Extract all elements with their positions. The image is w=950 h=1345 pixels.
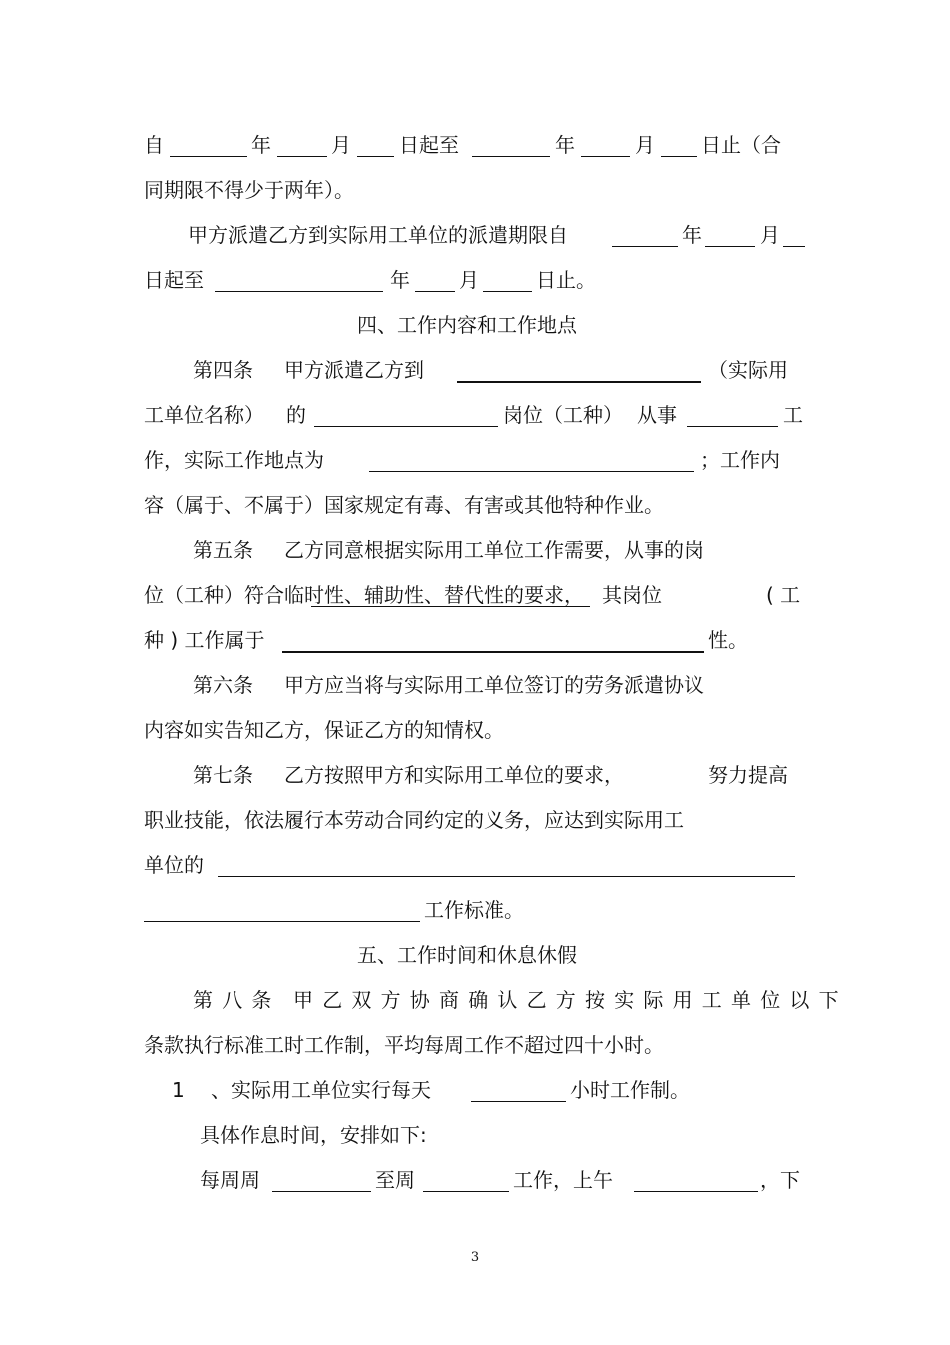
text-line [0,805,950,835]
text-segment: 性。 [708,628,748,652]
text-segment: 月 [331,133,351,157]
text-segment: 日止。 [536,268,596,292]
text-line [0,760,950,790]
text-segment: 努力提高 [708,763,788,787]
text-segment: 日起至 [144,268,204,292]
text-segment: 岗位（工种） [503,403,623,427]
text-segment: 每周周 [200,1168,260,1192]
fill-in-blank[interactable] [423,1191,509,1192]
text-segment: 甲方派遣乙方到 [284,358,424,382]
text-segment: 从事 [637,403,677,427]
text-segment: 年 [390,268,410,292]
fill-in-blank[interactable] [357,156,394,157]
text-segment: 自 [144,133,164,157]
fill-in-blank[interactable] [415,291,455,292]
text-line [0,400,950,430]
fill-in-blank[interactable] [634,1191,758,1192]
text-segment: 单位的 [144,853,204,877]
fill-in-blank[interactable] [314,426,498,427]
text-line [0,355,950,385]
text-segment: 内容如实告知乙方，保证乙方的知情权。 [144,718,504,742]
text-segment: 工 [783,403,803,427]
fill-in-blank[interactable] [311,606,590,607]
text-line [0,310,950,340]
text-line [0,175,950,205]
text-segment: 甲方应当将与实际用工单位签订的劳务派遣协议 [284,673,704,697]
text-segment: 五、工作时间和休息休假 [357,943,577,967]
fill-in-blank[interactable] [369,471,694,472]
fill-in-blank[interactable] [705,246,755,247]
text-segment: 日起至 [399,133,459,157]
fill-in-blank[interactable] [661,156,697,157]
text-segment: 第六条 [193,673,253,697]
fill-in-blank[interactable] [144,921,420,922]
text-line [0,130,950,160]
text-line [0,1120,950,1150]
text-segment: 具体作息时间，安排如下: [200,1123,427,1147]
text-segment: 1 [172,1078,185,1102]
text-line [0,940,950,970]
text-line [0,220,950,250]
fill-in-blank[interactable] [215,291,383,292]
text-line [0,1165,950,1195]
text-segment: 同期限不得少于两年）。 [144,178,354,202]
text-segment: 工作，上午 [513,1168,613,1192]
text-segment: 位（工种）符合临时性、辅助性、替代性的要求， [144,583,584,607]
fill-in-blank[interactable] [472,156,550,157]
text-segment: 第七条 [193,763,253,787]
text-segment: 小时工作制。 [570,1078,690,1102]
text-line [0,580,950,610]
text-line [0,850,950,880]
text-segment: 四、工作内容和工作地点 [357,313,577,337]
text-segment: 第八条 [193,988,281,1012]
text-line [0,715,950,745]
fill-in-blank[interactable] [272,1191,371,1192]
fill-in-blank[interactable] [277,156,327,157]
text-segment: ，下 [760,1168,800,1192]
fill-in-blank[interactable] [687,426,778,427]
text-segment: 容（属于、不属于）国家规定有毒、有害或其他特种作业。 [144,493,664,517]
text-segment: 种 ) 工作属于 [144,628,265,652]
text-line [0,1075,950,1105]
text-segment: 第四条 [193,358,253,382]
text-segment: 、实际用工单位实行每天 [211,1078,431,1102]
text-segment: 职业技能，依法履行本劳动合同约定的义务，应达到实际用工 [144,808,684,832]
text-segment: 的 [286,403,306,427]
text-line [0,265,950,295]
fill-in-blank[interactable] [170,156,247,157]
text-line [0,445,950,475]
fill-in-blank[interactable] [783,246,805,247]
text-segment: 月 [459,268,479,292]
fill-in-blank[interactable] [471,1101,566,1102]
text-segment: 日止（合 [701,133,781,157]
text-line [0,535,950,565]
fill-in-blank[interactable] [483,291,532,292]
text-line [0,895,950,925]
text-line [0,625,950,655]
fill-in-blank[interactable] [581,156,630,157]
fill-in-blank[interactable] [218,876,795,877]
text-segment: 年 [682,223,702,247]
text-segment: 月 [760,223,780,247]
text-line [0,985,950,1015]
text-line [0,1030,950,1060]
text-segment: 作，实际工作地点为 [144,448,324,472]
text-segment: 条款执行标准工时工作制，平均每周工作不超过四十小时。 [144,1033,664,1057]
text-segment: ；工作内 [700,448,780,472]
text-segment: 年 [555,133,575,157]
text-segment: 甲乙双方协商确认乙方按实际用工单位以下 [293,988,848,1012]
fill-in-blank[interactable] [612,246,678,247]
page-number: 3 [470,1250,480,1265]
text-segment: 工单位名称） [144,403,264,427]
text-segment: 工作标准。 [424,898,524,922]
text-segment: 乙方按照甲方和实际用工单位的要求， [284,763,624,787]
text-segment: 至周 [375,1168,415,1192]
text-segment: 第五条 [193,538,253,562]
text-segment: 年 [251,133,271,157]
text-segment: 乙方同意根据实际用工单位工作需要，从事的岗 [284,538,704,562]
text-segment: （实际用 [708,358,788,382]
text-segment: 其岗位 [602,583,662,607]
text-segment: 月 [635,133,655,157]
fill-in-blank[interactable] [282,651,704,653]
text-line [0,670,950,700]
text-line [0,490,950,520]
text-segment: 甲方派遣乙方到实际用工单位的派遣期限自 [188,223,568,247]
text-segment: ( 工 [766,583,801,607]
fill-in-blank[interactable] [457,381,701,383]
